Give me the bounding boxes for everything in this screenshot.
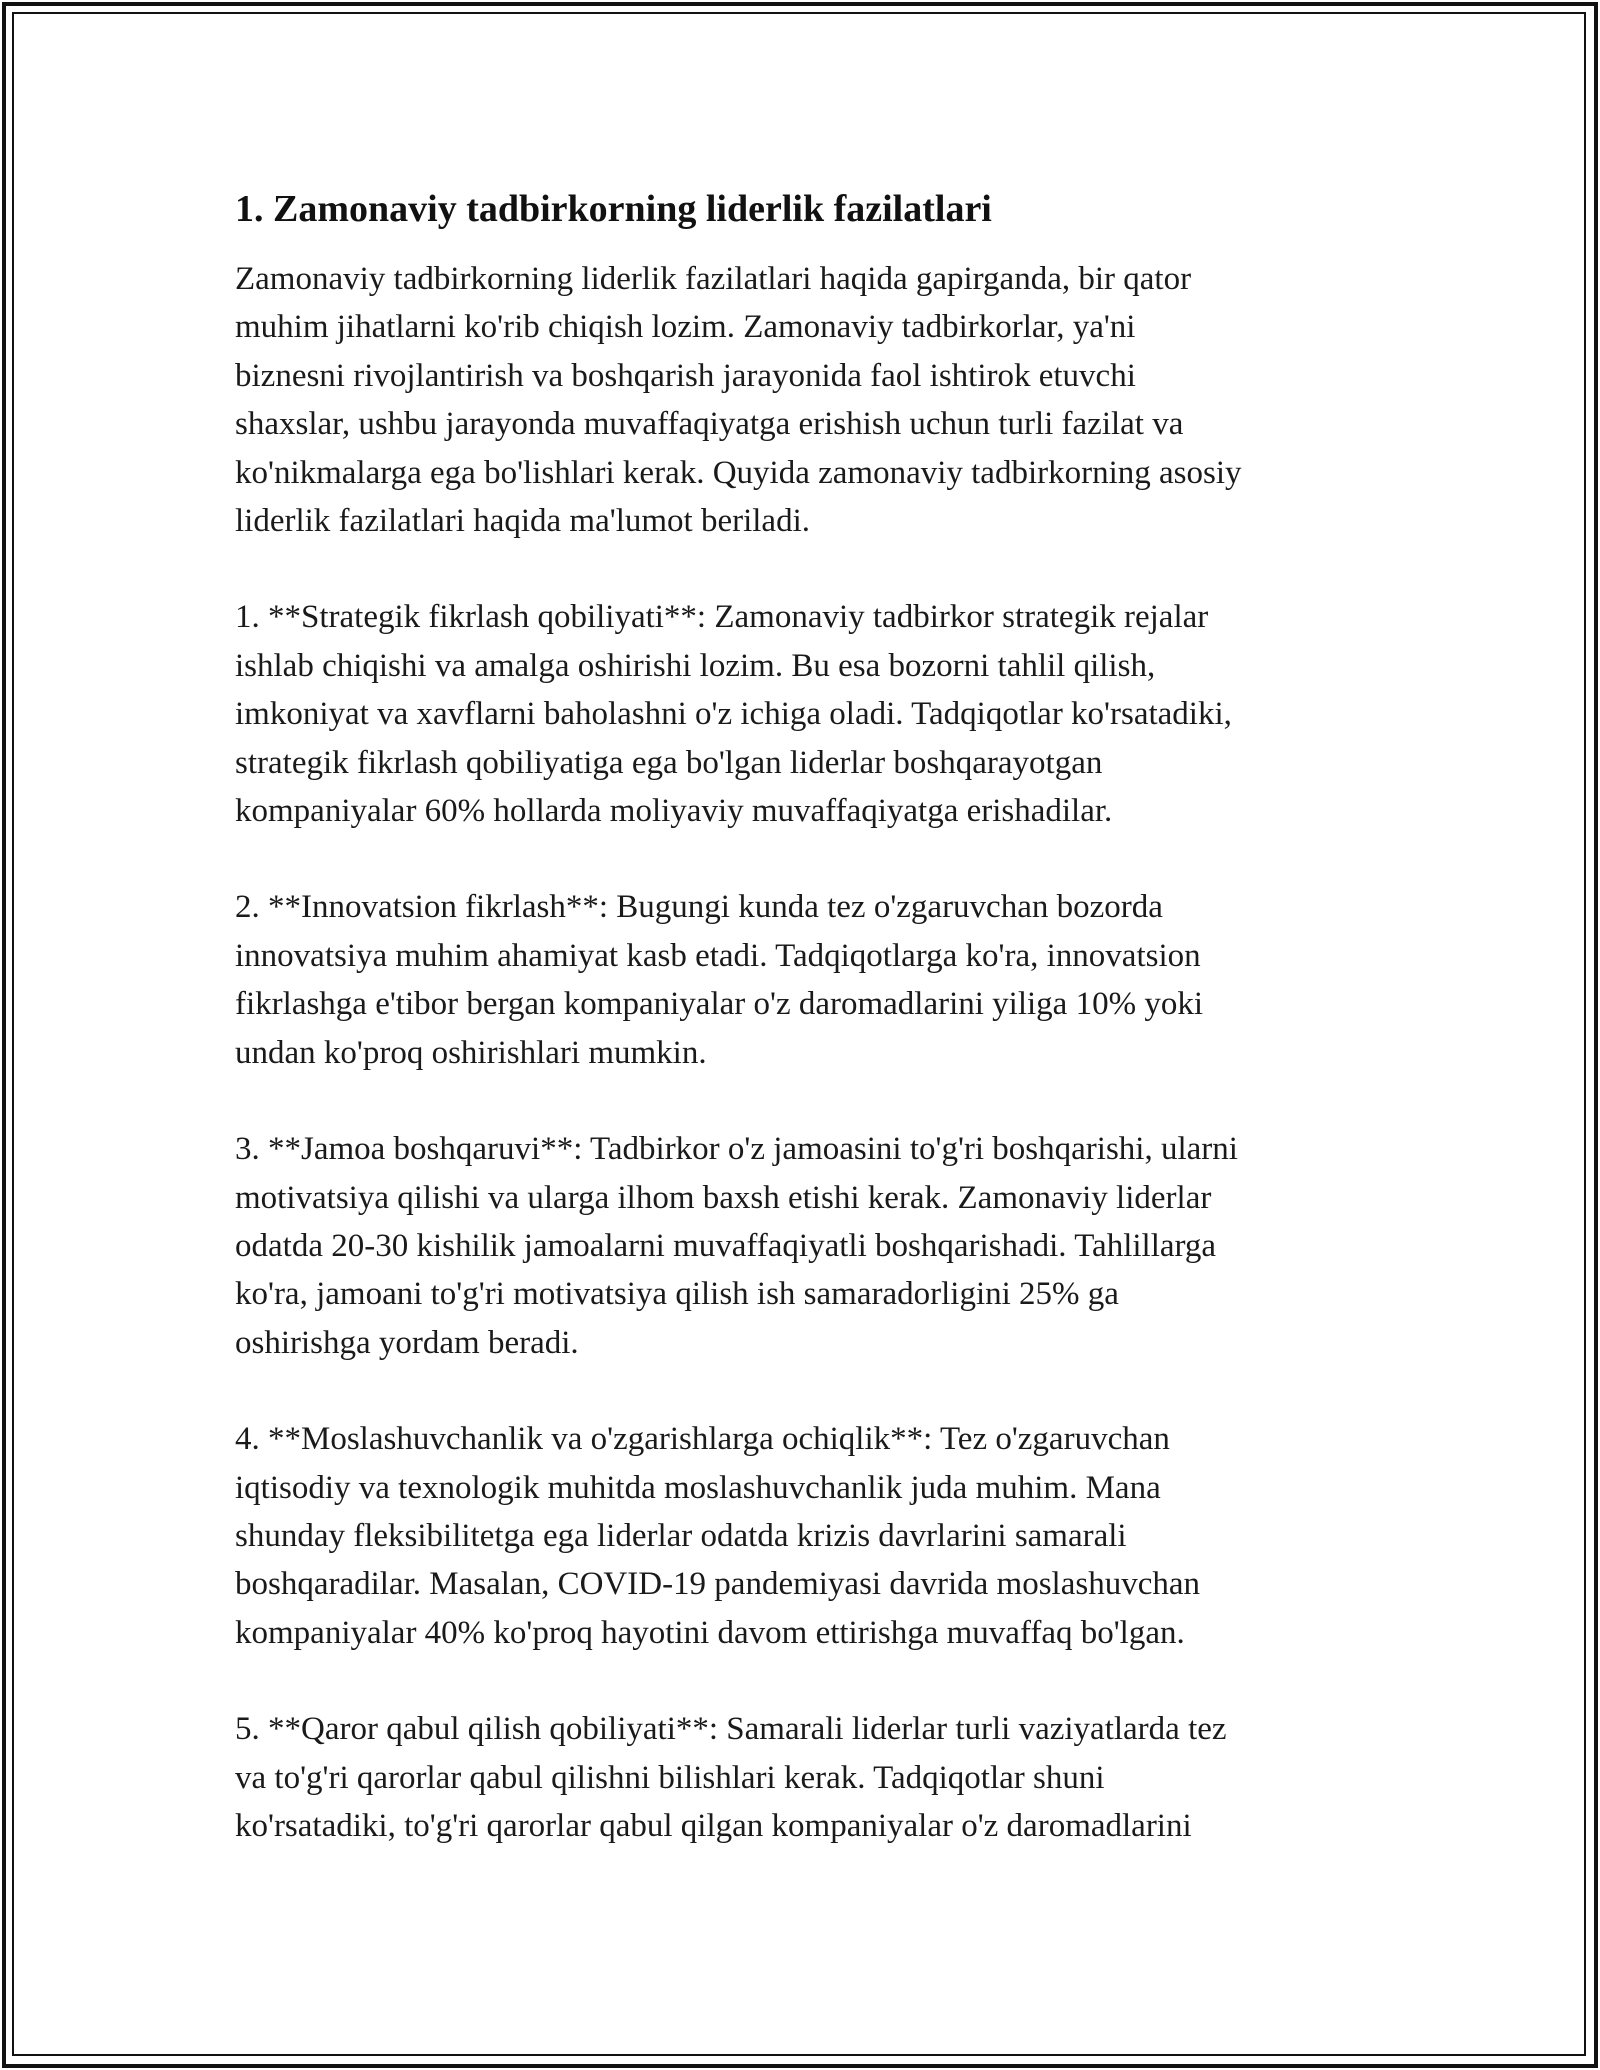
list-item-team-management: 3. **Jamoa boshqaruvi**: Tadbirkor o'z jamoasini to'g'ri boshqarishi, ularni motivatsiya qilishi va ularga ilhom baxsh etishi kerak. Zamonaviy liderlar odatda 20-30 kishilik jamoalarni muvaffaqiyatli boshqarishadi. Tahlillarga ko'ra, jamoani to'g'ri motivatsiya qilish ish samaradorligini 25% ga oshirishga yordam beradi. <box>235 1131 1238 1361</box>
intro-paragraph: Zamonaviy tadbirkorning liderlik fazilatlari haqida gapirganda, bir qator muhim jihatlarni ko'rib chiqish lozim. Zamonaviy tadbirkorlar, ya'ni biznesni rivojlantirish va boshqarish jarayonida faol ishtirok etuvchi shaxslar, ushbu jarayonda muvaffaqiyatga erishish uchun turli fazilat va ko'nikmalarga ega bo'lishlari kerak. Quyida zamonaviy tadbirkorning asosiy liderlik fazilatlari haqida ma'lumot beriladi. <box>235 261 1242 540</box>
list-item-decision-making: 5. **Qaror qabul qilish qobiliyati**: Samarali liderlar turli vaziyatlarda tez va to'g'ri qarorlar qabul qilishni bilishlari kerak. Tadqiqotlar shuni ko'rsatadiki, to'g'ri qarorlar qabul qilgan kompaniyalar o'z daromadlarini <box>235 1711 1227 1844</box>
list-item-strategic-thinking: 1. **Strategik fikrlash qobiliyati**: Zamonaviy tadbirkor strategik rejalar ishlab chiqishi va amalga oshirishi lozim. Bu esa bozorni tahlil qilish, imkoniyat va xavflarni baholashni o'z ichiga oladi. Tadqiqotlar ko'rsatadiki, strategik fikrlash qobiliyatiga ega bo'lgan liderlar boshqarayotgan kompaniyalar 60% hollarda moliyaviy muvaffaqiyatga erishadilar. <box>235 599 1232 830</box>
document-body <box>235 185 1365 1898</box>
list-item-innovative-thinking: 2. **Innovatsion fikrlash**: Bugungi kunda tez o'zgaruvchan bozorda innovatsiya muhim ahamiyat kasb etadi. Tadqiqotlarga ko'ra, innovatsion fikrlashga e'tibor bergan kompaniyalar o'z daromadlarini yiliga 10% yoki undan ko'proq oshirishlari mumkin. <box>235 889 1203 1071</box>
section-heading: 1. Zamonaviy tadbirkorning liderlik fazilatlari <box>235 188 992 230</box>
list-item-adaptability: 4. **Moslashuvchanlik va o'zgarishlarga ochiqlik**: Tez o'zgaruvchan iqtisodiy va texnologik muhitda moslashuvchanlik juda muhim. Mana shunday fleksibilitetga ega liderlar odatda krizis davrlarini samarali boshqaradilar. Masalan, COVID-19 pandemiyasi davrida moslashuvchan kompaniyalar 40% ko'proq hayotini davom ettirishga muvaffaq bo'lgan. <box>235 1421 1201 1651</box>
